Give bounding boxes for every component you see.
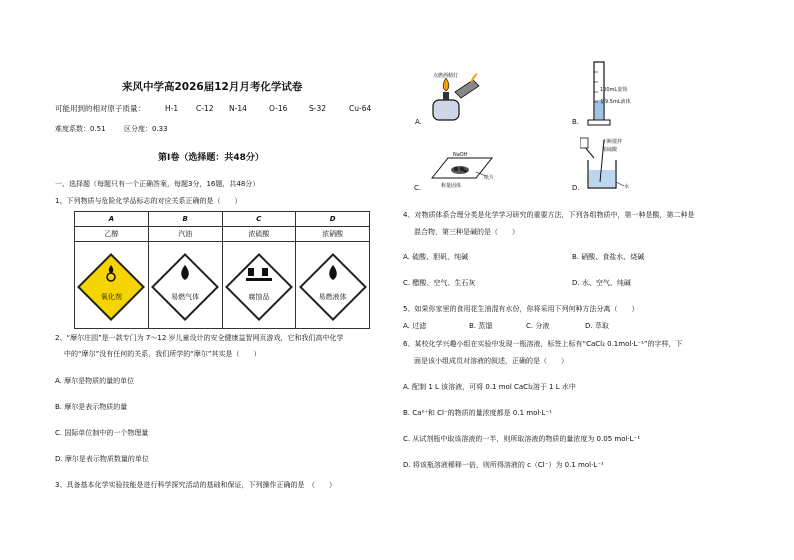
option-letter: C [222, 212, 296, 227]
alcohol-lamp-figure [425, 72, 485, 126]
sign-cell [222, 242, 296, 329]
atomic-mass-o: O-16 [269, 104, 288, 113]
apparatus-c-label3: 称量固体 [441, 183, 462, 189]
q2-option-b: B. 摩尔是表示物质的量 [55, 403, 128, 411]
option-letter: D [296, 212, 370, 227]
apparatus-a-letter: A. [415, 118, 422, 126]
discrimination: 区分度：0.33 [124, 125, 168, 133]
q2-option-c: C. 国际单位制中的一个物理量 [55, 429, 149, 437]
q5-stem: 5、如果你家里的食用花生油混有水份，你将采用下列何种方法分离（ ） [403, 305, 639, 313]
atomic-mass-cu: Cu-64 [349, 104, 372, 113]
q4-option-b: B. 硝酸、食盐水、烧碱 [572, 253, 645, 261]
substance-cell: 乙醇 [75, 227, 149, 242]
sign-label: 易燃液体 [318, 293, 347, 301]
apparatus-b-label2: 量9.5mL液体 [600, 99, 631, 105]
atomic-mass-c: C-12 [196, 104, 214, 113]
q6-option-c: C. 从试剂瓶中取该溶液的一半，则所取溶液的物质的量浓度为 0.05 mol·L⁻¹ [403, 435, 641, 443]
flame-over-circle-icon [102, 264, 120, 282]
corrosive-sign-icon [225, 253, 293, 321]
apparatus-a-label: 点燃酒精灯 [433, 73, 459, 79]
q2-stem-line2: 中的“摩尔”没有任何的关系，我们所学的“摩尔”其实是（ ） [64, 350, 261, 358]
sign-cell [296, 242, 370, 329]
apparatus-c-label2: 纸片 [484, 175, 495, 181]
difficulty: 难度系数：0.51 [55, 125, 106, 133]
substance-cell: 汽油 [148, 227, 222, 242]
option-letter: B [148, 212, 222, 227]
q2-stem-line1: 2、“摩尔庄园”是一款专门为 7～12 岁儿童设计的安全健康益智网页游戏，它和我们高中化学 [55, 334, 344, 342]
q3-stem: 3、具备基本化学实验技能是进行科学探究活动的基础和保证，下列操作正确的是 （ ） [55, 481, 336, 489]
q6-stem-line1: 6、某校化学兴趣小组在实验中发现一瓶溶液，标签上标有“CaCl₂ 0.1mol·L⁻¹”的字样，下 [403, 340, 683, 348]
hazard-table [74, 211, 370, 329]
flame-icon [324, 264, 342, 282]
atomic-masses-label: 可能用到的相对原子质量： [55, 104, 145, 113]
apparatus-d-label1: 不断搅拌 [602, 139, 623, 145]
apparatus-b-letter: B. [572, 118, 580, 126]
graduated-cylinder-figure [585, 60, 613, 128]
q6-option-a: A. 配制 1 L 该溶液，可将 0.1 mol CaCl₂溶于 1 L 水中 [403, 383, 576, 391]
apparatus-d-label3: 水 [624, 184, 630, 190]
atomic-mass-s: S-32 [309, 104, 327, 113]
sign-cell [75, 242, 149, 329]
sign-label: 腐蚀品 [248, 293, 270, 301]
q6-option-b: B. Ca²⁺和 Cl⁻的物质的量浓度都是 0.1 mol·L⁻¹ [403, 409, 552, 417]
sign-cell [148, 242, 222, 329]
atomic-mass-n: N-14 [229, 104, 247, 113]
substance-cell: 浓硝酸 [296, 227, 370, 242]
q2-option-a: A. 摩尔是物质的量的单位 [55, 377, 135, 385]
q4-option-c: C. 醋酸、空气、生石灰 [403, 279, 476, 287]
q5-option-a: A. 过滤 [403, 322, 427, 330]
q6-stem-line2: 面是该小组成员对溶液的叙述，正确的是（ ） [414, 357, 568, 365]
q5-option-c: C. 分液 [526, 322, 550, 330]
option-letter: A [75, 212, 149, 227]
q4-option-d: D. 水、空气、纯碱 [572, 279, 631, 287]
q5-option-b: B. 蒸馏 [469, 322, 493, 330]
apparatus-d-letter: D. [572, 184, 580, 192]
section1-header: 一、选择题（每题只有一个正确答案，每题3分，16题，共48分） [55, 180, 260, 188]
part1-header: 第Ⅰ卷（选择题：共48分） [158, 153, 264, 163]
apparatus-c-letter: C. [414, 184, 422, 192]
apparatus-b-label1: 100mL量筒 [600, 87, 628, 93]
exam-title: 来风中学高2026届12月月考化学试卷 [122, 81, 303, 93]
q4-stem-line1: 4、对物质体系合理分类是化学学习研究的重要方法，下列各组物质中，第一种是酸，第二种是 [403, 211, 695, 219]
q4-option-a: A. 硫酸、胆矾、纯碱 [403, 253, 469, 261]
q2-option-d: D. 摩尔是表示物质数量的单位 [55, 455, 149, 463]
q6-option-d: D. 将该瓶溶液稀释一倍，则所得溶液的 c（Cl⁻）为 0.1 mol·L⁻¹ [403, 461, 604, 469]
apparatus-d-label2: 浓硫酸 [602, 147, 618, 153]
apparatus-c-label1: NaOH [453, 152, 468, 158]
q1-stem: 1、下列物质与危险化学品标志的对应关系正确的是（ ） [55, 197, 242, 205]
corrosion-icon [246, 266, 272, 282]
flame-icon [176, 264, 194, 282]
sign-label: 氧化剂 [100, 293, 122, 301]
q5-option-d: D. 萃取 [585, 322, 609, 330]
atomic-mass-h: H-1 [165, 104, 179, 113]
substance-cell: 浓硫酸 [222, 227, 296, 242]
sign-label: 易燃气体 [171, 293, 200, 301]
q4-stem-line2: 混合物，第三种是碱的是（ ） [414, 228, 519, 236]
